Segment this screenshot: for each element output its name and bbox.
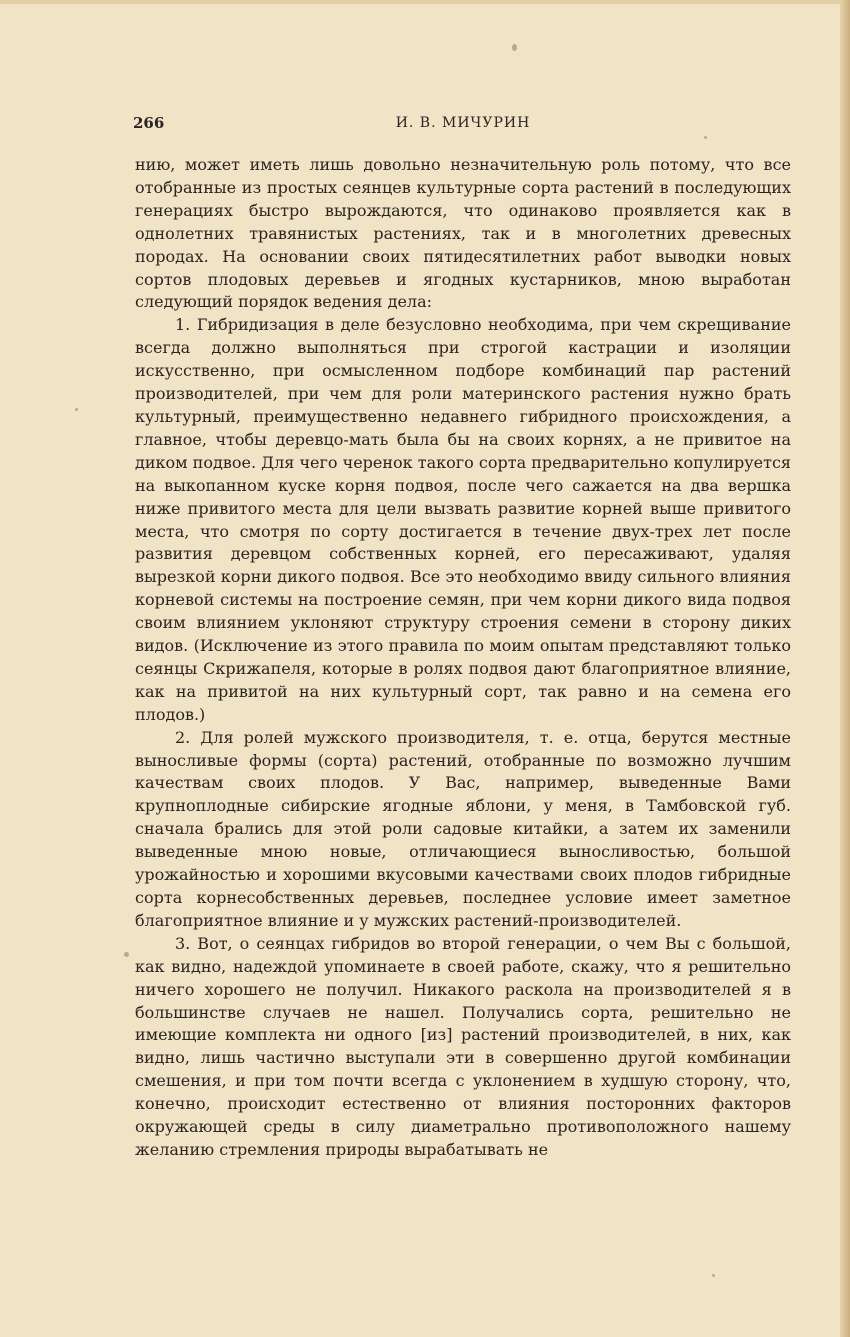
ink-speck — [124, 952, 129, 957]
paragraph-item-1: 1. Гибридизация в деле безусловно необходима, при чем скрещивание всегда должно выполняться при строгой кастрации и изоляции искусственно, при осмысленном подборе комбинаций пар растений производителей, при чем для роли материнского растения нужно брать культурный, преимущественно недавнего гибридного происхождения, а главное, чтобы деревцо-мать была бы на своих корнях, а не привитое на диком подвое. Для чего черенок такого сорта предварительно копулируется на выкопанном куске корня подвоя, после чего сажается на два вершка ниже привитого места для цели вызвать развитие корней выше привитого места, что смотря по сорту достигается в течение двух-трех лет после развития деревцом собственных корней, его пересаживают, удаляя вырезкой корни дикого подвоя. Все это необходимо ввиду сильного влияния корневой системы на построение семян, при чем корни дикого вида подвоя своим влиянием уклоняют структуру строения семени в сторону диких видов. (Исключение из этого правила по моим опытам представляют только сеянцы Скрижапеля, которые в ролях подвоя дают благоприятное влияние, как на привитой на них культурный сорт, так равно и на семена его плодов.) — [135, 315, 792, 724]
ink-speck — [512, 44, 517, 51]
page-right-edge — [840, 0, 850, 1337]
page-number: 266 — [133, 114, 165, 132]
body-text — [135, 154, 791, 1162]
paragraph-item-2: 2. Для ролей мужского производителя, т. е. отца, берутся местные выносливые формы (сорта) растений, отобранные по возможно лучшим качествам своих плодов. У Вас, например, выведенные Вами крупноплодные сибирские ягодные яблони, у меня, в Тамбовской губ. сначала брались для этой роли садовые китайки, а затем их заменили выведенные мною новые, отличающиеся выносливостью, большой урожайностью и хорошими вкусовыми качествами своих плодов гибридные сорта корнесобственных деревьев, последнее условие имеет заметное благоприятное влияние и у мужских растений-производителей. — [135, 727, 791, 930]
paragraph-item-3: 3. Вот, о сеянцах гибридов во второй генерации, о чем Вы с большой, как видно, надеждой упоминаете в своей работе, скажу, что я решительно ничего хорошего не получил. Никакого раскола на производителей я в большинстве случаев не нашел. Получались сорта, решительно не имеющие комплекта ни одного [из] растений производителей, в них, как видно, лишь частично выступали эти в совершенно другой комбинации смешения, и при том почти всегда с уклонением в худшую сторону, что, конечно, происходит естественно от влияния посторонних факторов окружающей среды в силу диаметрально противоположного нашему желанию стремления природы вырабатывать не — [135, 933, 791, 1159]
page-top-edge — [0, 0, 850, 4]
ink-speck — [75, 408, 78, 411]
ink-speck — [712, 1274, 715, 1277]
page-header — [133, 114, 793, 138]
running-head: И. В. МИЧУРИН — [395, 115, 531, 131]
paragraph-continuation: нию, может иметь лишь довольно незначительную роль потому, что все отобранные из простых сеянцев культурные сорта растений в последующих генерациях быстро вырождаются, что одинаково проявляется как в однолетних травянистых растениях, так и в многолетних древесных породах. На основании своих пятидесятилетних работ выводки новых сортов плодовых деревьев и ягодных кустарников, мною выработан следующий порядок ведения дела: — [135, 155, 791, 312]
